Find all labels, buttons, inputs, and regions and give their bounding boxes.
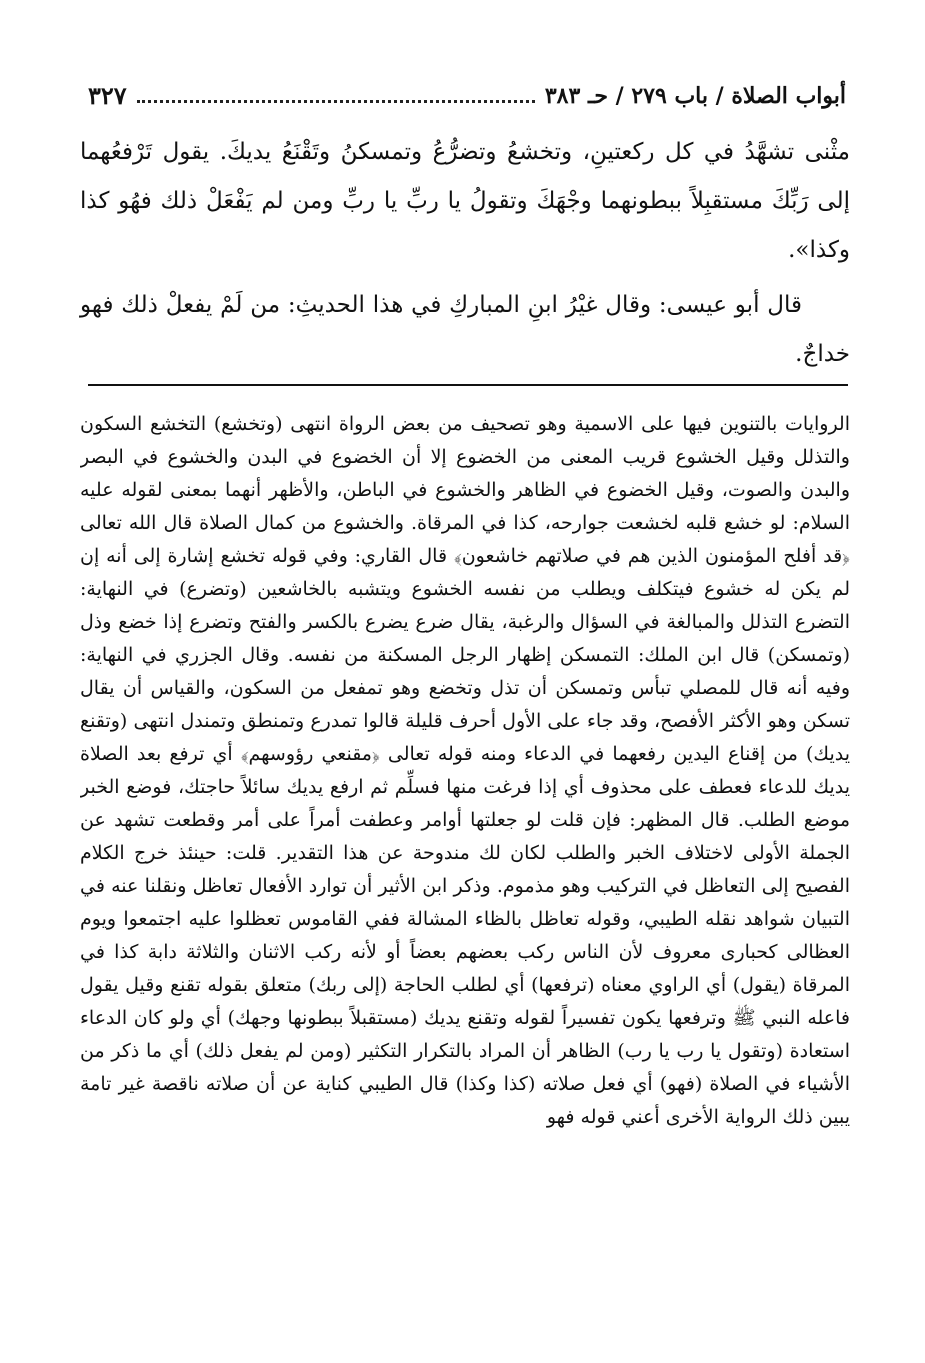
dotted-leader: [137, 100, 535, 103]
running-title: أبواب الصلاة / باب ٢٧٩ / حـ ٣٨٣: [544, 83, 846, 109]
footnote-separator: [88, 384, 848, 386]
page-number: ٣٢٧: [88, 81, 127, 110]
author-remark-paragraph: قال أبو عيسى: وقال غيْرُ ابنِ المباركِ في هذا الحديثِ: من لَمْ يفعلْ ذلك فهو خداجٌ.: [80, 292, 850, 367]
page-header: [88, 70, 846, 110]
commentary-footnote: [80, 408, 850, 1308]
hadith-paragraph: مثْنى تشهَّدُ في كل ركعتينِ، وتخشعُ وتضرُّعُ وتمسكنُ وتَقْنَعُ يديكَ. يقول تَرْفعُهما إلى رَبِّكَ مستقبِلاً ببطونهما وجْهَكَ وتقولُ يا ربِّ يا ربِّ ومن لم يَفْعَلْ ذلك فهُو كذا وكذا».: [80, 139, 850, 263]
hadith-text: [80, 128, 850, 385]
commentary-text: الروايات بالتنوين فيها على الاسمية وهو تصحيف من بعض الرواة انتهى (وتخشع) التخشع السكون والتذلل وقيل الخشوع قريب المعنى من الخضوع إلا أن الخضوع في البدن والخشوع في البصر والبدن والصوت، وقيل الخضوع في الظاهر والخشوع في الباطن، والأظهر أنهما بمعنى لقوله عليه السلام: لو خشع قلبه لخشعت جوارحه، كذا في المرقاة. والخشوع من كمال الصلاة قال الله تعالى ﴿قد أفلح المؤمنون الذين هم في صلاتهم خاشعون﴾ قال القاري: وفي قوله تخشع إشارة إلى أنه إن لم يكن له خشوع فيتكلف ويطلب من نفسه الخشوع ويتشبه بالخاشعين (وتضرع) في النهاية: التضرع التذلل والمبالغة في السؤال والرغبة، يقال ضرع يضرع بالكسر والفتح وتضرع إذا خضع وذل (وتمسكن) قال ابن الملك: التمسكن إظهار الرجل المسكنة من نفسه. وقال الجزري في النهاية: وفيه أنه قال للمصلي تبأس وتمسكن أن تذل وتخضع وهو تمفعل من السكون، والقياس أن يقال تسكن وهو الأكثر الأفصح، وقد جاء على الأول أحرف قليلة قالوا تمدرع وتمنطق وتمندل انتهى (وتقنع يديك) من إقناع اليدين رفعهما في الدعاء ومنه قوله تعالى ﴿مقنعي رؤوسهم﴾ أي ترفع بعد الصلاة يديك للدعاء فعطف على محذوف أي إذا فرغت منها فسلِّم ثم ارفع يديك سائلاً حاجتك، فوضع الخبر موضع الطلب. قال المظهر: فإن قلت لو جعلتها أوامر وعطفت أمراً على أمر وقطعت تشهد عن الجملة الأولى لاختلاف الخبر والطلب لكان لك مندوحة عن هذا التقدير. قلت: حينئذ خرج الكلام الفصيح إلى التعاظل في التركيب وهو مذموم. وذكر ابن الأثير أن توارد الأفعال تعاظل ونقلنا عنه في التبيان شواهد نقله الطيبي، وقوله تعاظل بالظاء المشالة ففي القاموس تعظلوا عليه اجتمعوا ويوم العظالى كحبارى معروف لأن الناس ركب بعضهم بعضاً أو لأنه ركب الاثنان والثلاثة دابة كذا في المرقاة (يقول) أي الراوي معناه (ترفعها) أي لطلب الحاجة (إلى ربك) متعلق بقوله تقنع وقيل يقول فاعله النبي ﷺ وترفعها يكون تفسيراً لقوله وتقنع يديك (مستقبلاً ببطونها وجهك) أي ولو كان الدعاء استعادة (وتقول يا رب يا رب) الظاهر أن المراد بالتكرار التكثير (ومن لم يفعل ذلك) أي ما ذكر من الأشياء في الصلاة (فهو) أي فعل صلاته (كذا وكذا) قال الطيبي كناية عن أن صلاته ناقصة غير تامة يبين ذلك الرواية الأخرى أعني قوله فهو: [80, 413, 850, 1128]
